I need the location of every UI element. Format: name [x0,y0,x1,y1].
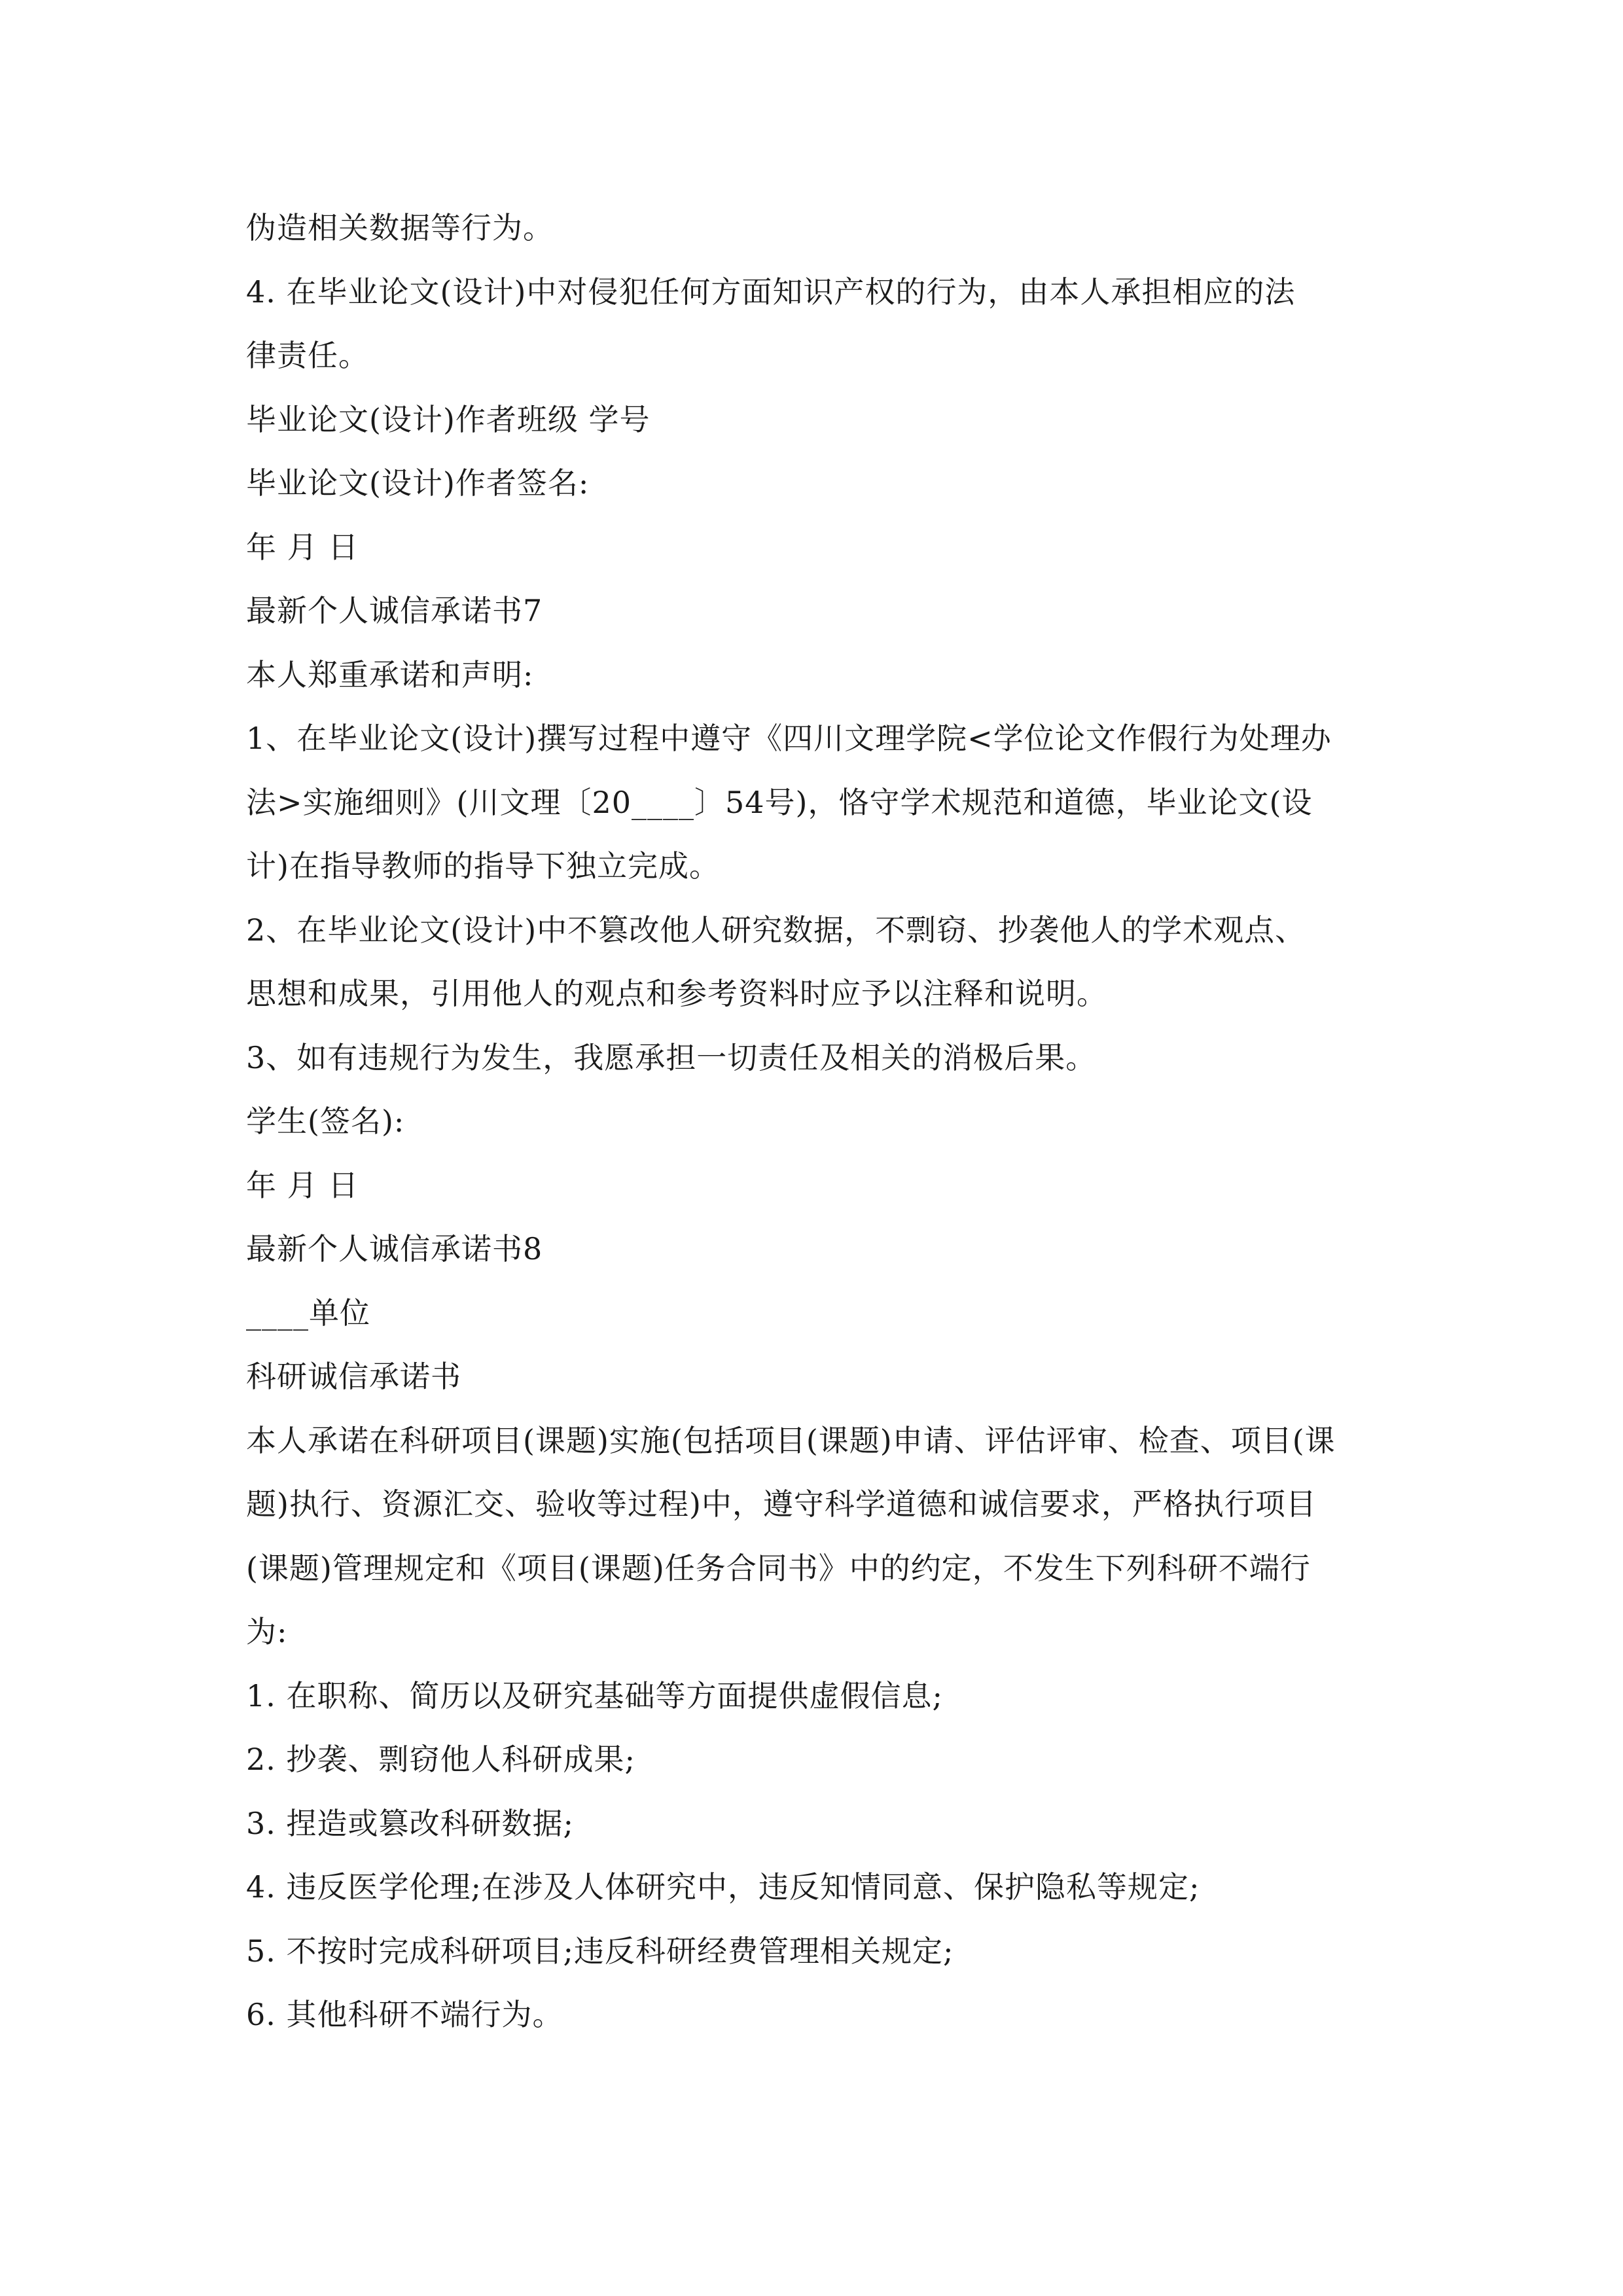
document-subtitle: 科研诚信承诺书 [246,1359,461,1394]
paragraph-line: 思想和成果，引用他人的观点和参考资料时应予以注释和说明。 [246,976,1107,1011]
paragraph-line: 4. 在毕业论文(设计)中对侵犯任何方面知识产权的行为，由本人承担相应的法 [246,274,1296,310]
document-body [246,196,1382,2047]
date-line: 年 月 日 [246,1167,359,1203]
date-line: 年 月 日 [246,529,359,565]
list-item: 1. 在职称、简历以及研究基础等方面提供虚假信息; [246,1677,944,1713]
paragraph-line: 3、如有违规行为发生，我愿承担一切责任及相关的消极后果。 [246,1039,1097,1075]
paragraph-line: 本人承诺在科研项目(课题)实施(包括项目(课题)申请、评估评审、检查、项目(课 [246,1422,1336,1458]
paragraph-line: 题)执行、资源汇交、验收等过程)中，遵守科学道德和诚信要求，严格执行项目 [246,1486,1317,1522]
paragraph-line: 计)在指导教师的指导下独立完成。 [246,848,720,884]
paragraph-line: 法>实施细则》(川文理〔20____〕54号)，恪守学术规范和道德，毕业论文(设 [246,784,1313,820]
list-item: 3. 捏造或篡改科研数据; [246,1805,575,1841]
list-item: 4. 违反医学伦理;在涉及人体研究中，违反知情同意、保护隐私等规定; [246,1869,1200,1905]
author-signature-line: 毕业论文(设计)作者签名: [246,465,590,501]
paragraph-line: 1、在毕业论文(设计)撰写过程中遵守《四川文理学院<学位论文作假行为处理办 [246,721,1332,756]
student-signature-line: 学生(签名): [246,1103,405,1139]
list-item: 6. 其他科研不端行为。 [246,1997,563,2032]
paragraph-line: 2、在毕业论文(设计)中不篡改他人研究数据，不剽窃、抄袭他人的学术观点、 [246,912,1306,948]
paragraph-line: 为: [246,1614,288,1649]
list-item: 2. 抄袭、剽窃他人科研成果; [246,1742,636,1777]
paragraph-line: 律责任。 [246,338,369,373]
list-item: 5. 不按时完成科研项目;违反科研经费管理相关规定; [246,1933,954,1969]
author-class-line: 毕业论文(设计)作者班级 学号 [246,401,651,437]
section-heading: 最新个人诚信承诺书8 [246,1231,543,1266]
paragraph-line: 本人郑重承诺和声明: [246,656,534,692]
paragraph-line: (课题)管理规定和《项目(课题)任务合同书》中的约定，不发生下列科研不端行 [246,1550,1311,1586]
paragraph-line: 伪造相关数据等行为。 [246,210,554,245]
section-heading: 最新个人诚信承诺书7 [246,593,543,628]
unit-line: ____单位 [246,1295,370,1331]
